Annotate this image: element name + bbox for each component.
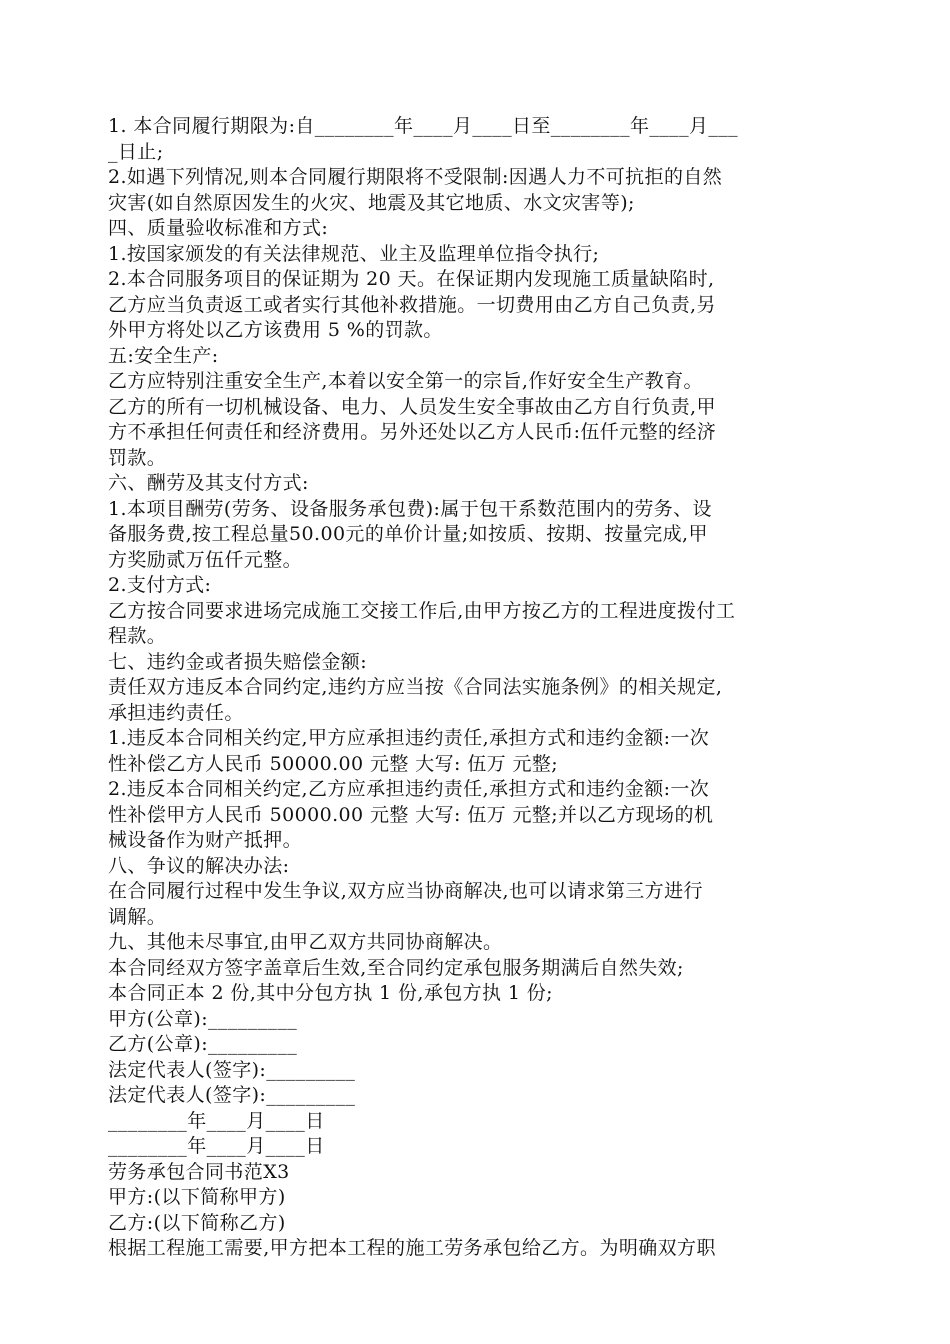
date-line: ________年____月____日: [108, 1109, 325, 1132]
section-heading: 八、争议的解决办法:: [108, 854, 290, 877]
text-line: 调解。: [108, 905, 167, 928]
text-line: _日止;: [108, 140, 164, 163]
party-line: 乙方:(以下简称乙方): [108, 1211, 286, 1234]
section-heading: 九、其他未尽事宜,由甲乙双方共同协商解决。: [108, 931, 503, 953]
signature-line: 甲方(公章):_________: [108, 1007, 298, 1030]
contract-document: [108, 114, 848, 1262]
text-line: 械设备作为财产抵押。: [108, 829, 303, 851]
text-line: 乙方的所有一切机械设备、电力、人员发生安全事故由乙方自行负责,甲: [108, 395, 716, 418]
text-line: 根据工程施工需要,甲方把本工程的施工劳务承包给乙方。为明确双方职: [108, 1237, 716, 1259]
section-heading: 七、违约金或者损失赔偿金额:: [108, 650, 368, 673]
text-line: 外甲方将处以乙方该费用 5 %的罚款。: [108, 319, 443, 341]
text-line: 性补偿甲方人民币 50000.00 元整 大写: 伍万 元整;并以乙方现场的机: [108, 803, 714, 826]
text-line: 本合同经双方签字盖章后生效,至合同约定承包服务期满后自然失效;: [108, 956, 684, 979]
text-line: 罚款。: [108, 446, 167, 469]
text-line: 方不承担任何责任和经济费用。另外还处以乙方人民币:伍仟元整的经济: [108, 421, 717, 443]
text-line: 2.如遇下列情况,则本合同履行期限将不受限制:因遇人力不可抗拒的自然: [108, 166, 723, 188]
party-line: 甲方:(以下简称甲方): [108, 1186, 286, 1208]
section-heading: 六、酬劳及其支付方式:: [108, 472, 309, 494]
text-line: 灾害(如自然原因发生的火灾、地震及其它地质、水文灾害等);: [108, 191, 635, 214]
signature-line: 法定代表人(签字):_________: [108, 1084, 356, 1106]
signature-line: 乙方(公章):_________: [108, 1033, 298, 1055]
text-line: 乙方应特别注重安全生产,本着以安全第一的宗旨,作好安全生产教育。: [108, 370, 703, 392]
text-line: 责任双方违反本合同约定,违约方应当按《合同法实施条例》的相关规定,: [108, 676, 723, 698]
text-line: 乙方按合同要求进场完成施工交接工作后,由甲方按乙方的工程进度拨付工: [108, 599, 736, 622]
text-line: 1.违反本合同相关约定,甲方应承担违约责任,承担方式和违约金额:一次: [108, 727, 710, 749]
section-heading: 四、质量验收标准和方式:: [108, 217, 329, 239]
text-line: 1.本项目酬劳(劳务、设备服务承包费):属于包干系数范围内的劳务、设: [108, 497, 712, 520]
text-line: 乙方应当负责返工或者实行其他补救措施。一切费用由乙方自己负责,另: [108, 293, 716, 316]
text-line: 方奖励贰万伍仟元整。: [108, 548, 303, 571]
text-line: 备服务费,按工程总量50.00元的单价计量;如按质、按期、按量完成,甲: [108, 523, 708, 545]
text-line: 1. 本合同履行期限为:自________年____月____日至________年____月___: [108, 115, 739, 137]
text-line: 2.本合同服务项目的保证期为 20 天。在保证期内发现施工质量缺陷时,: [108, 268, 715, 290]
date-line: ________年____月____日: [108, 1135, 325, 1157]
text-line: 程款。: [108, 625, 167, 647]
text-line: 2.违反本合同相关约定,乙方应承担违约责任,承担方式和违约金额:一次: [108, 778, 710, 800]
text-line: 在合同履行过程中发生争议,双方应当协商解决,也可以请求第三方进行: [108, 880, 703, 902]
text-line: 性补偿乙方人民币 50000.00 元整 大写: 伍万 元整;: [108, 752, 559, 775]
signature-line: 法定代表人(签字):_________: [108, 1058, 356, 1081]
document-title: 劳务承包合同书范X3: [108, 1160, 290, 1183]
text-line: 本合同正本 2 份,其中分包方执 1 份,承包方执 1 份;: [108, 982, 553, 1004]
text-line: 2.支付方式:: [108, 574, 212, 596]
text-line: 1.按国家颁发的有关法律规范、业主及监理单位指令执行;: [108, 242, 600, 265]
section-heading: 五:安全生产:: [108, 344, 219, 367]
text-line: 承担违约责任。: [108, 701, 244, 724]
